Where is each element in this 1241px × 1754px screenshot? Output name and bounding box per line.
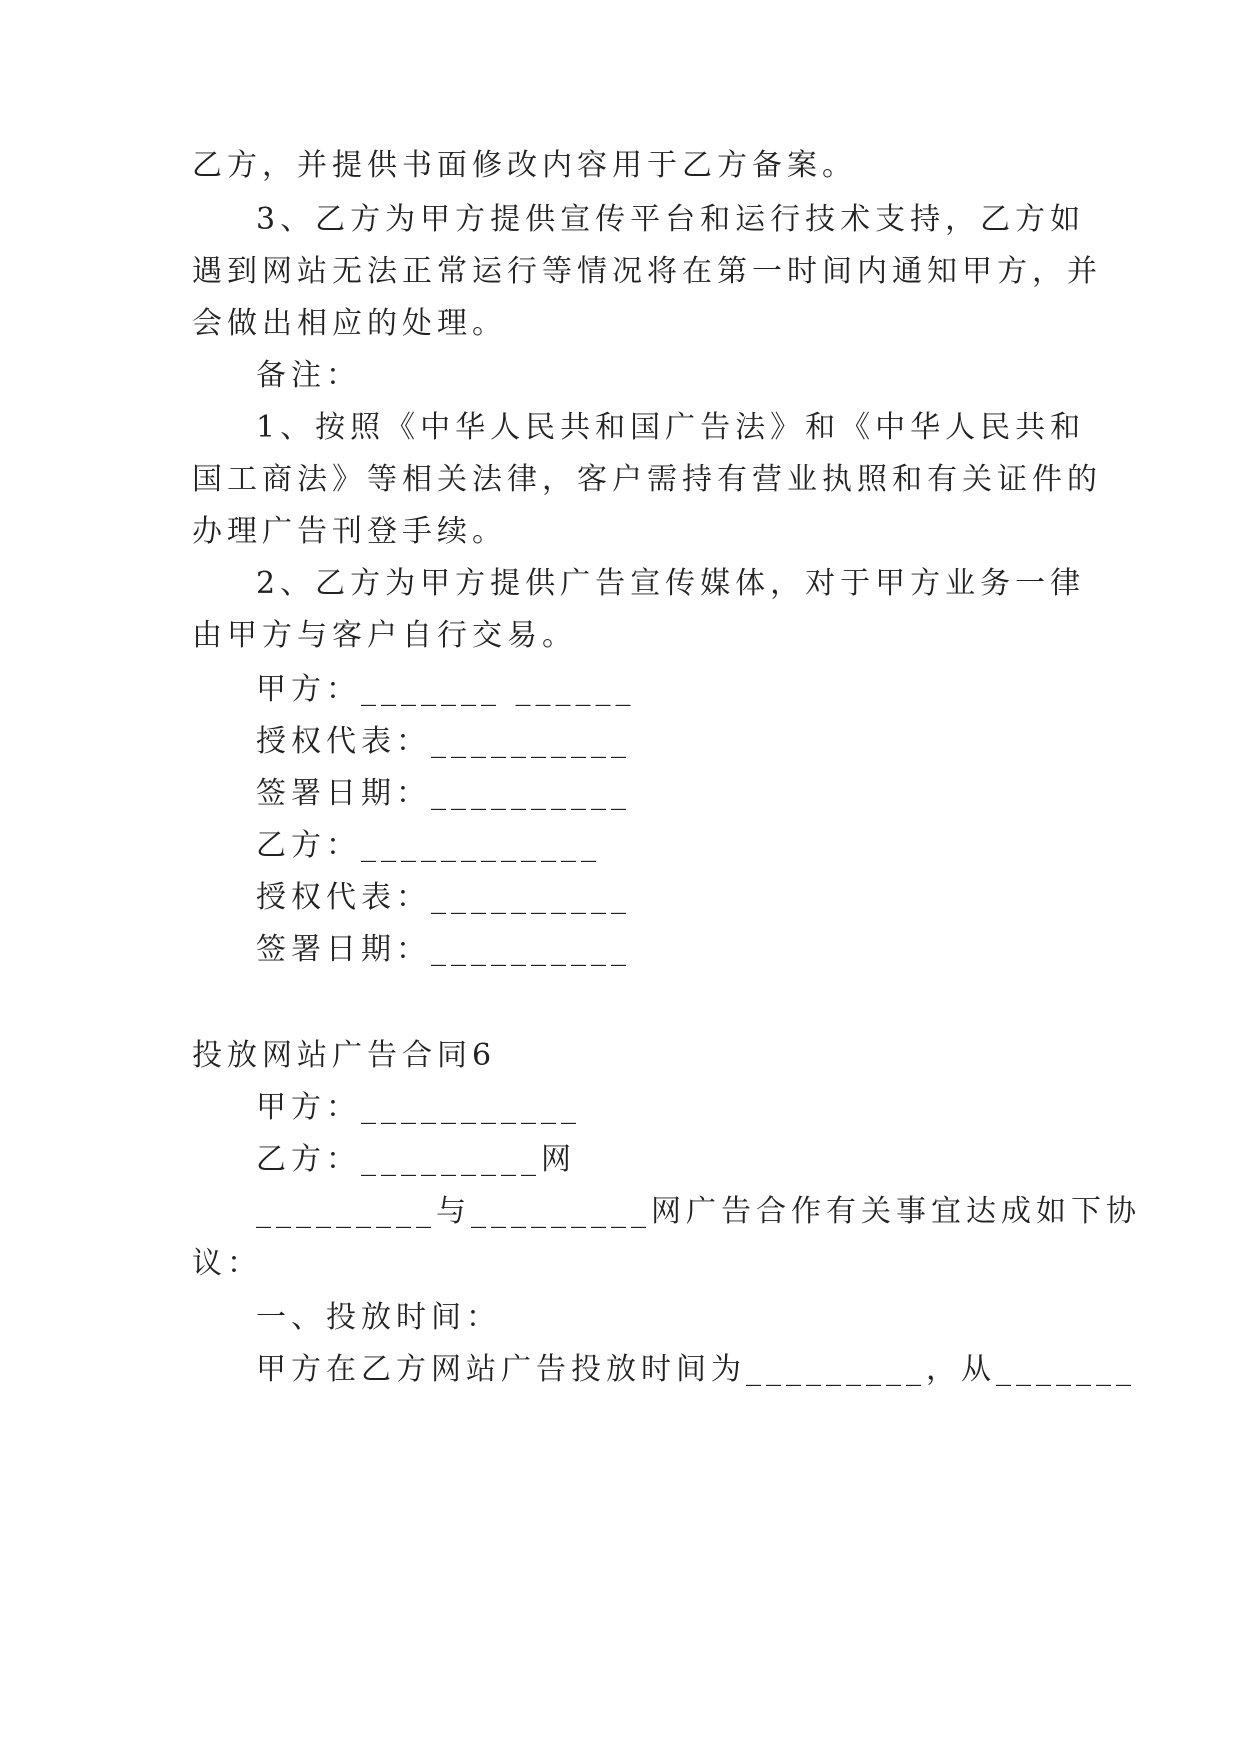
paragraph-line: 2、乙方为甲方提供广告宣传媒体，对于甲方业务一律 [256, 566, 1086, 601]
paragraph-line: 甲方在乙方网站广告投放时间为_________，从_______ [256, 1352, 1136, 1387]
signature-field-representative: 授权代表：__________ [256, 724, 631, 759]
clause-heading: 一、投放时间： [256, 1300, 501, 1335]
paragraph-line: 1、按照《中华人民共和国广告法》和《中华人民共和 [256, 410, 1086, 445]
paragraph-line: 乙方，并提供书面修改内容用于乙方备案。 [192, 148, 857, 183]
paragraph-line: 遇到网站无法正常运行等情况将在第一时间内通知甲方，并 [192, 254, 1102, 289]
notes-heading: 备注： [256, 358, 361, 393]
signature-field-date: 签署日期：__________ [256, 776, 631, 811]
signature-field-representative: 授权代表：__________ [256, 880, 631, 915]
party-a-line: 甲方：___________ [256, 1090, 581, 1125]
signature-field-date: 签署日期：__________ [256, 932, 631, 967]
party-b-line: 乙方：_________网 [256, 1142, 576, 1177]
paragraph-line: 国工商法》等相关法律，客户需持有营业执照和有关证件的 [192, 462, 1102, 497]
paragraph-line: 由甲方与客户自行交易。 [192, 618, 577, 653]
section-title: 投放网站广告合同6 [192, 1038, 497, 1073]
paragraph-line: _________与_________网广告合作有关事宜达成如下协 [256, 1194, 1141, 1229]
signature-field-party-b: 乙方：____________ [256, 828, 601, 863]
paragraph-line: 议： [192, 1246, 262, 1281]
paragraph-line: 3、乙方为甲方提供宣传平台和运行技术支持，乙方如 [256, 202, 1086, 237]
paragraph-line: 会做出相应的处理。 [192, 306, 507, 341]
signature-field-party-a: 甲方：_______ ______ [256, 672, 636, 707]
paragraph-line: 办理广告刊登手续。 [192, 514, 507, 549]
